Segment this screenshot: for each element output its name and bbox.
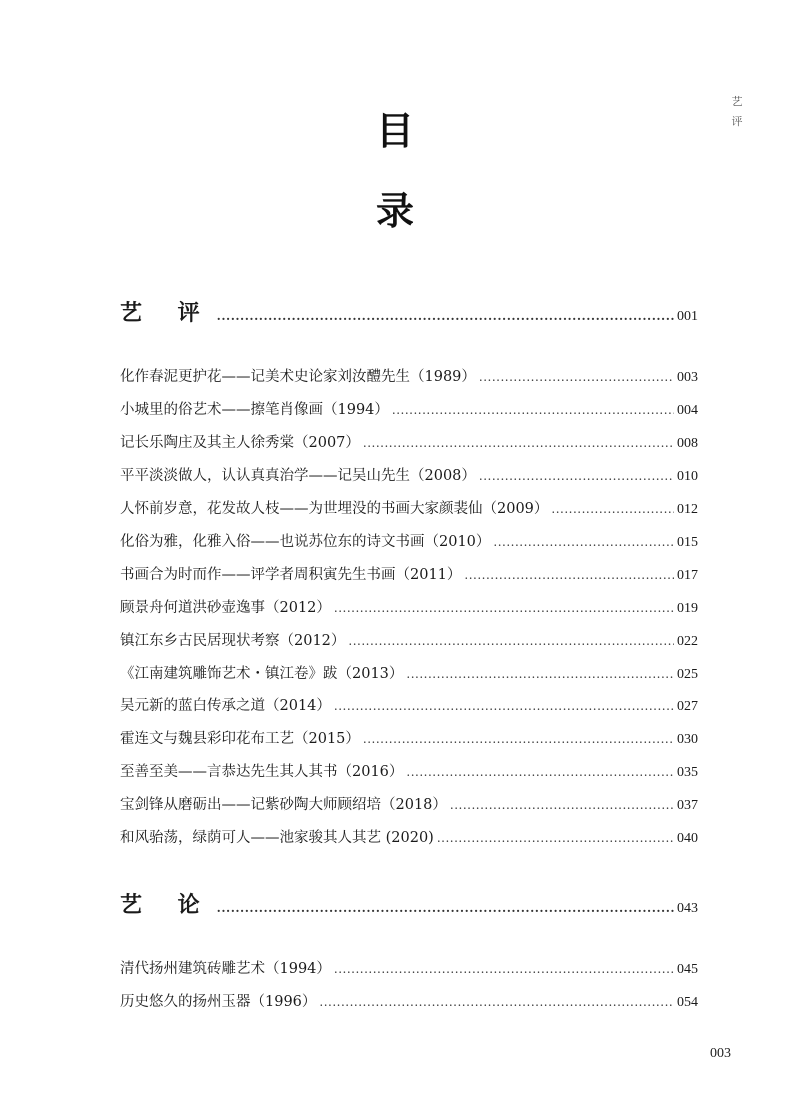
toc-entry[interactable] [120,629,698,650]
toc-entry-page: 004 [677,403,698,418]
toc-entry[interactable] [120,596,698,617]
toc-entry-page: 030 [677,732,698,747]
toc-entry[interactable] [120,365,698,386]
toc-entry[interactable] [120,694,698,715]
toc-entry[interactable] [120,464,698,485]
toc-entry-page: 010 [677,469,698,484]
toc-entry-title: 吴元新的蓝白传承之道（2014） [120,698,331,714]
toc-entry[interactable] [120,727,698,748]
dot-leader [493,535,674,549]
toc-entry-title: 历史悠久的扬州玉器（1996） [120,994,317,1010]
dot-leader [334,962,674,976]
toc-entry-title: 《江南建筑雕饰艺术・镇江卷》跋（2013） [120,666,404,682]
toc-entry-title: 清代扬州建筑砖雕艺术（1994） [120,961,331,977]
dot-leader [479,469,674,483]
dot-leader [464,568,674,582]
toc-entry-title: 化作春泥更护花——记美术史论家刘汝醴先生（1989） [120,369,476,385]
toc-entry-page: 019 [677,601,698,616]
dot-leader [406,667,674,681]
toc-entry[interactable] [120,826,698,847]
section-heading-label: 艺 评 [120,300,214,326]
dot-leader [334,601,674,615]
section-heading-label: 艺 论 [120,892,214,918]
toc-entry-title: 记长乐陶庄及其主人徐秀棠（2007） [120,435,360,451]
page-number: 003 [710,1046,731,1061]
toc-entry-page: 035 [677,765,698,780]
running-header-section-label: 艺评 [731,95,745,128]
toc-entry-page: 045 [677,962,698,977]
toc-entry-page: 003 [677,370,698,385]
dot-leader [319,995,674,1009]
toc-entry[interactable] [120,431,698,452]
toc-entry-page: 027 [677,699,698,714]
dot-leader [217,309,674,323]
dot-leader [217,901,674,915]
toc-section-heading[interactable] [120,296,698,327]
toc-entry-title: 霍连文与魏县彩印花布工艺（2015） [120,731,360,747]
toc-entry[interactable] [120,793,698,814]
toc-entry-page: 017 [677,568,698,583]
dot-leader [363,732,674,746]
toc-entry[interactable] [120,990,698,1011]
dot-leader [392,403,674,417]
toc-entry[interactable] [120,398,698,419]
toc-entry-title: 平平淡淡做人，认认真真治学——记吴山先生（2008） [120,468,476,484]
toc-entry-page: 025 [677,667,698,682]
toc-entry-title: 宝剑锋从磨砺出——记紫砂陶大师顾绍培（2018） [120,797,447,813]
toc-entry-title: 顾景舟何道洪砂壶逸事（2012） [120,600,331,616]
dot-leader [437,831,674,845]
toc-entry-page: 015 [677,535,698,550]
dot-leader [450,798,674,812]
toc-entry-page: 040 [677,831,698,846]
dot-leader [363,436,674,450]
toc-entry-title: 小城里的俗艺术——擦笔肖像画（1994） [120,402,389,418]
toc-entry-title: 至善至美——言恭达先生其人其书（2016） [120,764,404,780]
section-page-number: 043 [677,901,698,916]
dot-leader [348,634,674,648]
toc-entry[interactable] [120,530,698,551]
toc-entry-title: 人怀前岁意，花发故人枝——为世埋没的书画大家颜裴仙（2009） [120,501,549,517]
toc-entry[interactable] [120,662,698,683]
toc-entry[interactable] [120,760,698,781]
toc-title-char-2: 录 [375,188,414,233]
toc-entry-page: 037 [677,798,698,813]
dot-leader [406,765,674,779]
toc-entry-page: 008 [677,436,698,451]
dot-leader [334,699,674,713]
toc-entry[interactable] [120,957,698,978]
toc-entry[interactable] [120,497,698,518]
toc-section-heading[interactable] [120,888,698,919]
toc-entry-title: 化俗为雅，化雅入俗——也说苏位东的诗文书画（2010） [120,534,491,550]
toc-entry[interactable] [120,563,698,584]
toc-entry-title: 镇江东乡古民居现状考察（2012） [120,633,346,649]
dot-leader [479,370,674,384]
toc-entry-page: 022 [677,634,698,649]
toc-entry-page: 054 [677,995,698,1010]
toc-entry-title: 和风骀荡，绿荫可人——池家骏其人其艺 (2020) [120,830,434,846]
section-page-number: 001 [677,309,698,324]
dot-leader [551,502,674,516]
toc-entry-page: 012 [677,502,698,517]
toc-title-char-1: 目 [375,108,414,153]
toc-entry-title: 书画合为时而作——评学者周积寅先生书画（2011） [120,567,462,583]
